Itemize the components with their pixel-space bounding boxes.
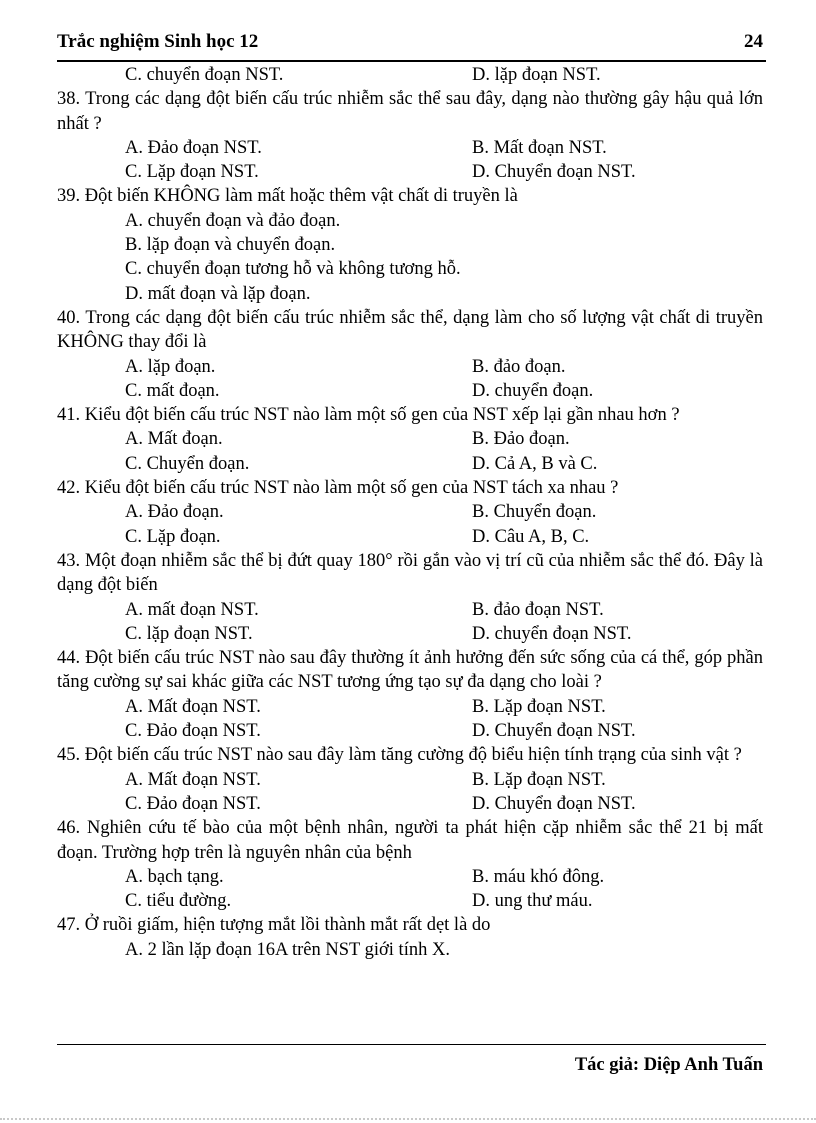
option-row — [57, 355, 763, 379]
option-row — [57, 719, 763, 743]
header-rule — [57, 60, 766, 62]
option-row — [57, 427, 763, 451]
answer-option: A. Mất đoạn NST. — [125, 696, 261, 717]
option-row — [57, 379, 763, 403]
question-stem: 45. Đột biến cấu trúc NST nào sau đây làm tăng cường độ biểu hiện tính trạng của sinh vật ? — [57, 745, 742, 766]
answer-option: C. tiểu đường. — [125, 891, 232, 912]
answer-option: D. ung thư máu. — [472, 891, 593, 912]
answer-option: A. 2 lần lặp đoạn 16A trên NST giới tính X. — [125, 939, 450, 960]
answer-option: D. Chuyển đoạn NST. — [472, 721, 636, 742]
answer-option: B. đảo đoạn. — [472, 356, 566, 377]
question-block — [57, 816, 763, 913]
answer-option: C. Lặp đoạn. — [125, 526, 221, 547]
answer-option: A. bạch tạng. — [125, 866, 224, 887]
answer-option: D. Chuyển đoạn NST. — [472, 793, 636, 814]
page-number: 24 — [744, 31, 763, 52]
question-stem: 44. Đột biến cấu trúc NST nào sau đây thường ít ảnh hưởng đến sức sống của cá thể, góp phần tăng cường sự sai khác giữa các NST tương ứng tạo sự đa dạng cho loài ? — [57, 648, 763, 693]
answer-option: D. Chuyển đoạn NST. — [472, 162, 636, 183]
answer-option: D. chuyển đoạn NST. — [472, 623, 632, 644]
option-row — [57, 792, 763, 816]
question-stem: 47. Ở ruồi giấm, hiện tượng mắt lồi thành mắt rất dẹt là do — [57, 915, 491, 936]
answer-option: B. Lặp đoạn NST. — [472, 696, 606, 717]
question-stem: 43. Một đoạn nhiễm sắc thể bị đứt quay 180° rồi gắn vào vị trí cũ của nhiễm sắc thể đó. Đây là dạng đột biến — [57, 550, 763, 596]
answer-option: C. mất đoạn. — [125, 380, 220, 401]
option-row — [57, 525, 763, 549]
answer-option: B. máu khó đông. — [472, 866, 605, 887]
answer-option: C. lặp đoạn NST. — [125, 623, 253, 644]
question-block — [57, 646, 763, 743]
option-row — [57, 695, 763, 719]
answer-option: D. Cả A, B và C. — [472, 453, 598, 474]
answer-option: A. Mất đoạn NST. — [125, 769, 261, 790]
option-row — [57, 598, 763, 622]
option-row — [57, 768, 763, 792]
question-block — [57, 306, 763, 403]
document-title: Trắc nghiệm Sinh học 12 — [57, 31, 259, 52]
question-stem: 42. Kiểu đột biến cấu trúc NST nào làm một số gen của NST tách xa nhau ? — [57, 478, 619, 499]
author-credit: Tác giả: Diệp Anh Tuấn — [574, 1055, 763, 1075]
answer-option: C. Chuyển đoạn. — [125, 453, 250, 474]
option-row — [57, 622, 763, 646]
answer-option: B. đảo đoạn NST. — [472, 599, 604, 620]
answer-option: D. Câu A, B, C. — [472, 526, 590, 547]
answer-option: A. lặp đoạn. — [125, 356, 216, 377]
answer-option: C. chuyển đoạn NST. — [125, 65, 284, 85]
question-stem: 40. Trong các dạng đột biến cấu trúc nhiễm sắc thể, dạng làm cho số lượng vật chất di truyền KHÔNG thay đổi là — [57, 307, 763, 353]
option-row — [57, 63, 763, 87]
option-row — [57, 865, 763, 889]
answer-option: D. chuyển đoạn. — [472, 380, 594, 401]
answer-option: B. Chuyển đoạn. — [472, 502, 597, 523]
question-stem: 46. Nghiên cứu tế bào của một bệnh nhân, người ta phát hiện cặp nhiễm sắc thể 21 bị mất đoạn. Trường hợp trên là nguyên nhân của bệnh — [57, 818, 763, 863]
answer-option: D. lặp đoạn NST. — [472, 65, 601, 85]
answer-option: B. Lặp đoạn NST. — [472, 769, 606, 790]
option-row — [57, 500, 763, 524]
answer-option: A. mất đoạn NST. — [125, 599, 259, 620]
questions-area — [57, 63, 763, 962]
answer-option: A. Đảo đoạn. — [125, 502, 224, 523]
answer-option: C. Đảo đoạn NST. — [125, 721, 261, 742]
page-bottom-dotted-line — [0, 1118, 816, 1120]
question-block — [57, 184, 763, 305]
answer-option: C. chuyển đoạn tương hỗ và không tương hỗ. — [125, 259, 461, 280]
question-block — [57, 913, 763, 962]
answer-option: B. lặp đoạn và chuyển đoạn. — [125, 235, 336, 256]
answer-option: C. Lặp đoạn NST. — [125, 162, 259, 183]
question-stem: 41. Kiểu đột biến cấu trúc NST nào làm một số gen của NST xếp lại gần nhau hơn ? — [57, 405, 680, 426]
question-stem: 38. Trong các dạng đột biến cấu trúc nhiễm sắc thể sau đây, dạng nào thường gây hậu quả lớn nhất ? — [57, 89, 763, 134]
question-stem: 39. Đột biến KHÔNG làm mất hoặc thêm vật chất di truyền là — [57, 186, 518, 207]
answer-option: B. Đảo đoạn. — [472, 429, 570, 450]
option-row — [57, 452, 763, 476]
question-block — [57, 87, 763, 184]
option-row — [57, 160, 763, 184]
answer-option: B. Mất đoạn NST. — [472, 137, 607, 158]
answer-option: A. chuyển đoạn và đảo đoạn. — [125, 210, 341, 231]
option-row — [57, 136, 763, 160]
question-block — [57, 549, 763, 646]
answer-option: A. Đảo đoạn NST. — [125, 137, 262, 158]
answer-option: C. Đảo đoạn NST. — [125, 793, 261, 814]
question-block — [57, 476, 763, 549]
option-row — [57, 889, 763, 913]
question-block — [57, 403, 763, 476]
answer-option: D. mất đoạn và lặp đoạn. — [125, 283, 311, 304]
question-block — [57, 63, 763, 87]
page-header — [57, 30, 763, 54]
footer-rule — [57, 1044, 766, 1045]
question-block — [57, 743, 763, 816]
answer-option: A. Mất đoạn. — [125, 429, 223, 450]
